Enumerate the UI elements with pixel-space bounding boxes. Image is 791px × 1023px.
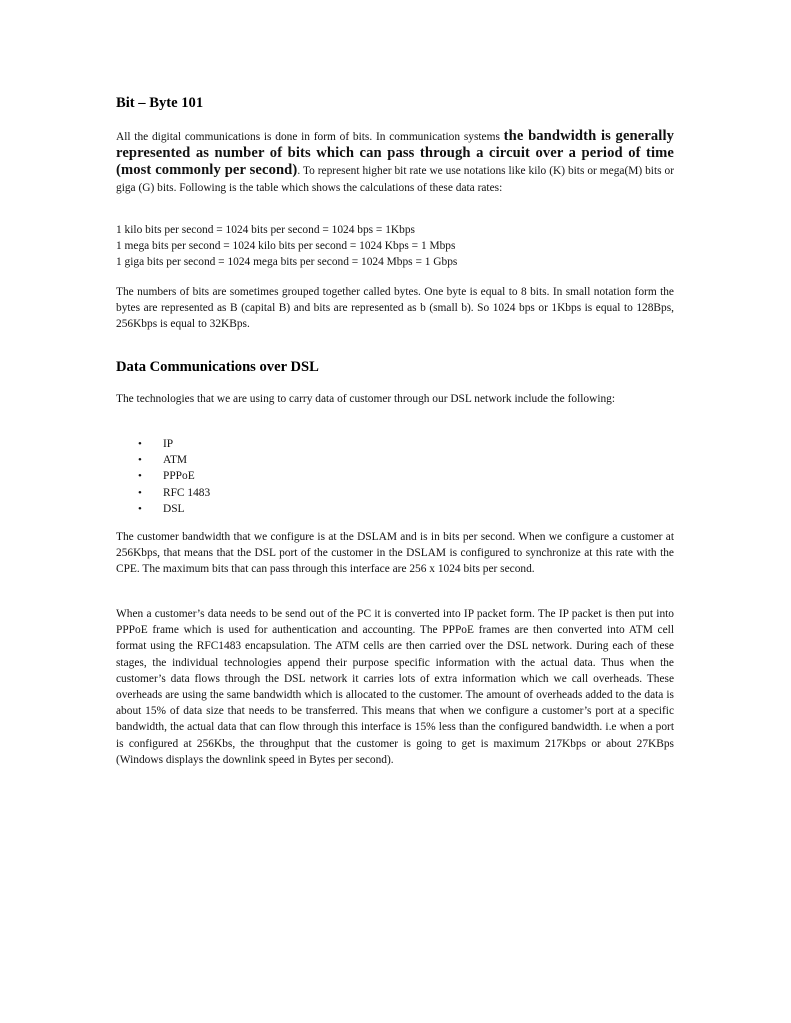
technology-item-ip: IP: [163, 438, 174, 450]
list-item: [116, 485, 416, 501]
section-heading-dsl: Data Communications over DSL: [116, 359, 319, 375]
bandwidth-paragraph: The customer bandwidth that we configure is at the DSLAM and is in bits per second. When we configure a customer at 256Kbps, that means that the DSL port of the customer in the DSLAM is configured to synchronize at this rate with the CPE. The maximum bits that can pass through this interface are 256 x 1024 bits per second.: [116, 531, 674, 576]
overhead-paragraph: When a customer’s data needs to be send out of the PC it is converted into IP packet form. The IP packet is then put into PPPoE frame which is used for authentication and accounting. The PPPoE frames are then converted into ATM cell format using the RFC1483 encapsulation. The ATM cells are then carried over the DSL network. During each of these stages, the individual technologies append their purpose specific information with the actual data. Thus when the customer’s data flows through the DSL network it carries lots of extra information which we call overheads. These overheads are using the same bandwidth which is allocated to the customer. The amount of overheads added to the data is about 15% of data size that needs to be transferred. This means that when we configure a customer’s port at a specific bandwidth, the actual data that can flow through this interface is 15% less than the configured bandwidth. i.e when a port is configured at 256Kbs, the throughput that the customer is going to get is maximum 217Kbps or about 27KBps (Windows displays the downlink speed in Bytes per second).: [116, 608, 674, 766]
technology-item-rfc1483: RFC 1483: [163, 486, 211, 499]
bullet-icon: •: [138, 470, 142, 483]
bandwidth-definition-emphasis: the bandwidth is generally represented as number of bits which can pass through a circuit over a period of time (most commonly per second): [116, 128, 674, 179]
rate-line-kilo: 1 kilo bits per second = 1024 bits per second = 1024 bps = 1Kbps: [116, 224, 415, 236]
list-item: [116, 452, 416, 468]
rate-line-giga: 1 giga bits per second = 1024 mega bits per second = 1024 Mbps = 1 Gbps: [116, 256, 458, 269]
technology-bullet-list: [116, 436, 416, 517]
intro-text-start: All the digital communications is done in form of bits. In communication systems: [116, 131, 504, 143]
bullet-icon: •: [138, 502, 142, 515]
list-item: [116, 501, 416, 517]
data-rate-list: [116, 222, 674, 271]
intro-paragraph: [116, 128, 674, 196]
bullet-icon: •: [138, 454, 142, 467]
list-item: [116, 468, 416, 484]
intro-text-end: . To represent higher bit rate we use notations like kilo (K) bits or mega(M) bits or giga (G) bits. Following is the table which shows the calculations of these data rates:: [116, 165, 674, 194]
technology-item-atm: ATM: [163, 454, 188, 467]
section-heading-bit-byte: Bit – Byte 101: [116, 95, 204, 111]
list-item: [116, 436, 416, 452]
bytes-paragraph: The numbers of bits are sometimes grouped together called bytes. One byte is equal to 8 bits. In small notation form the bytes are represented as B (capital B) and bits are represented as b (small b). So 1024 bps or 1Kbps is equal to 128Bps, 256Kbps is equal to 32KBps.: [116, 286, 674, 331]
rate-line-mega: 1 mega bits per second = 1024 kilo bits per second = 1024 Kbps = 1 Mbps: [116, 240, 456, 253]
technology-item-dsl: DSL: [163, 502, 185, 515]
technologies-intro-paragraph: The technologies that we are using to carry data of customer through our DSL network include the following:: [116, 393, 616, 405]
bullet-icon: •: [138, 438, 142, 450]
bullet-icon: •: [138, 486, 142, 499]
technology-item-pppoe: PPPoE: [163, 470, 195, 483]
